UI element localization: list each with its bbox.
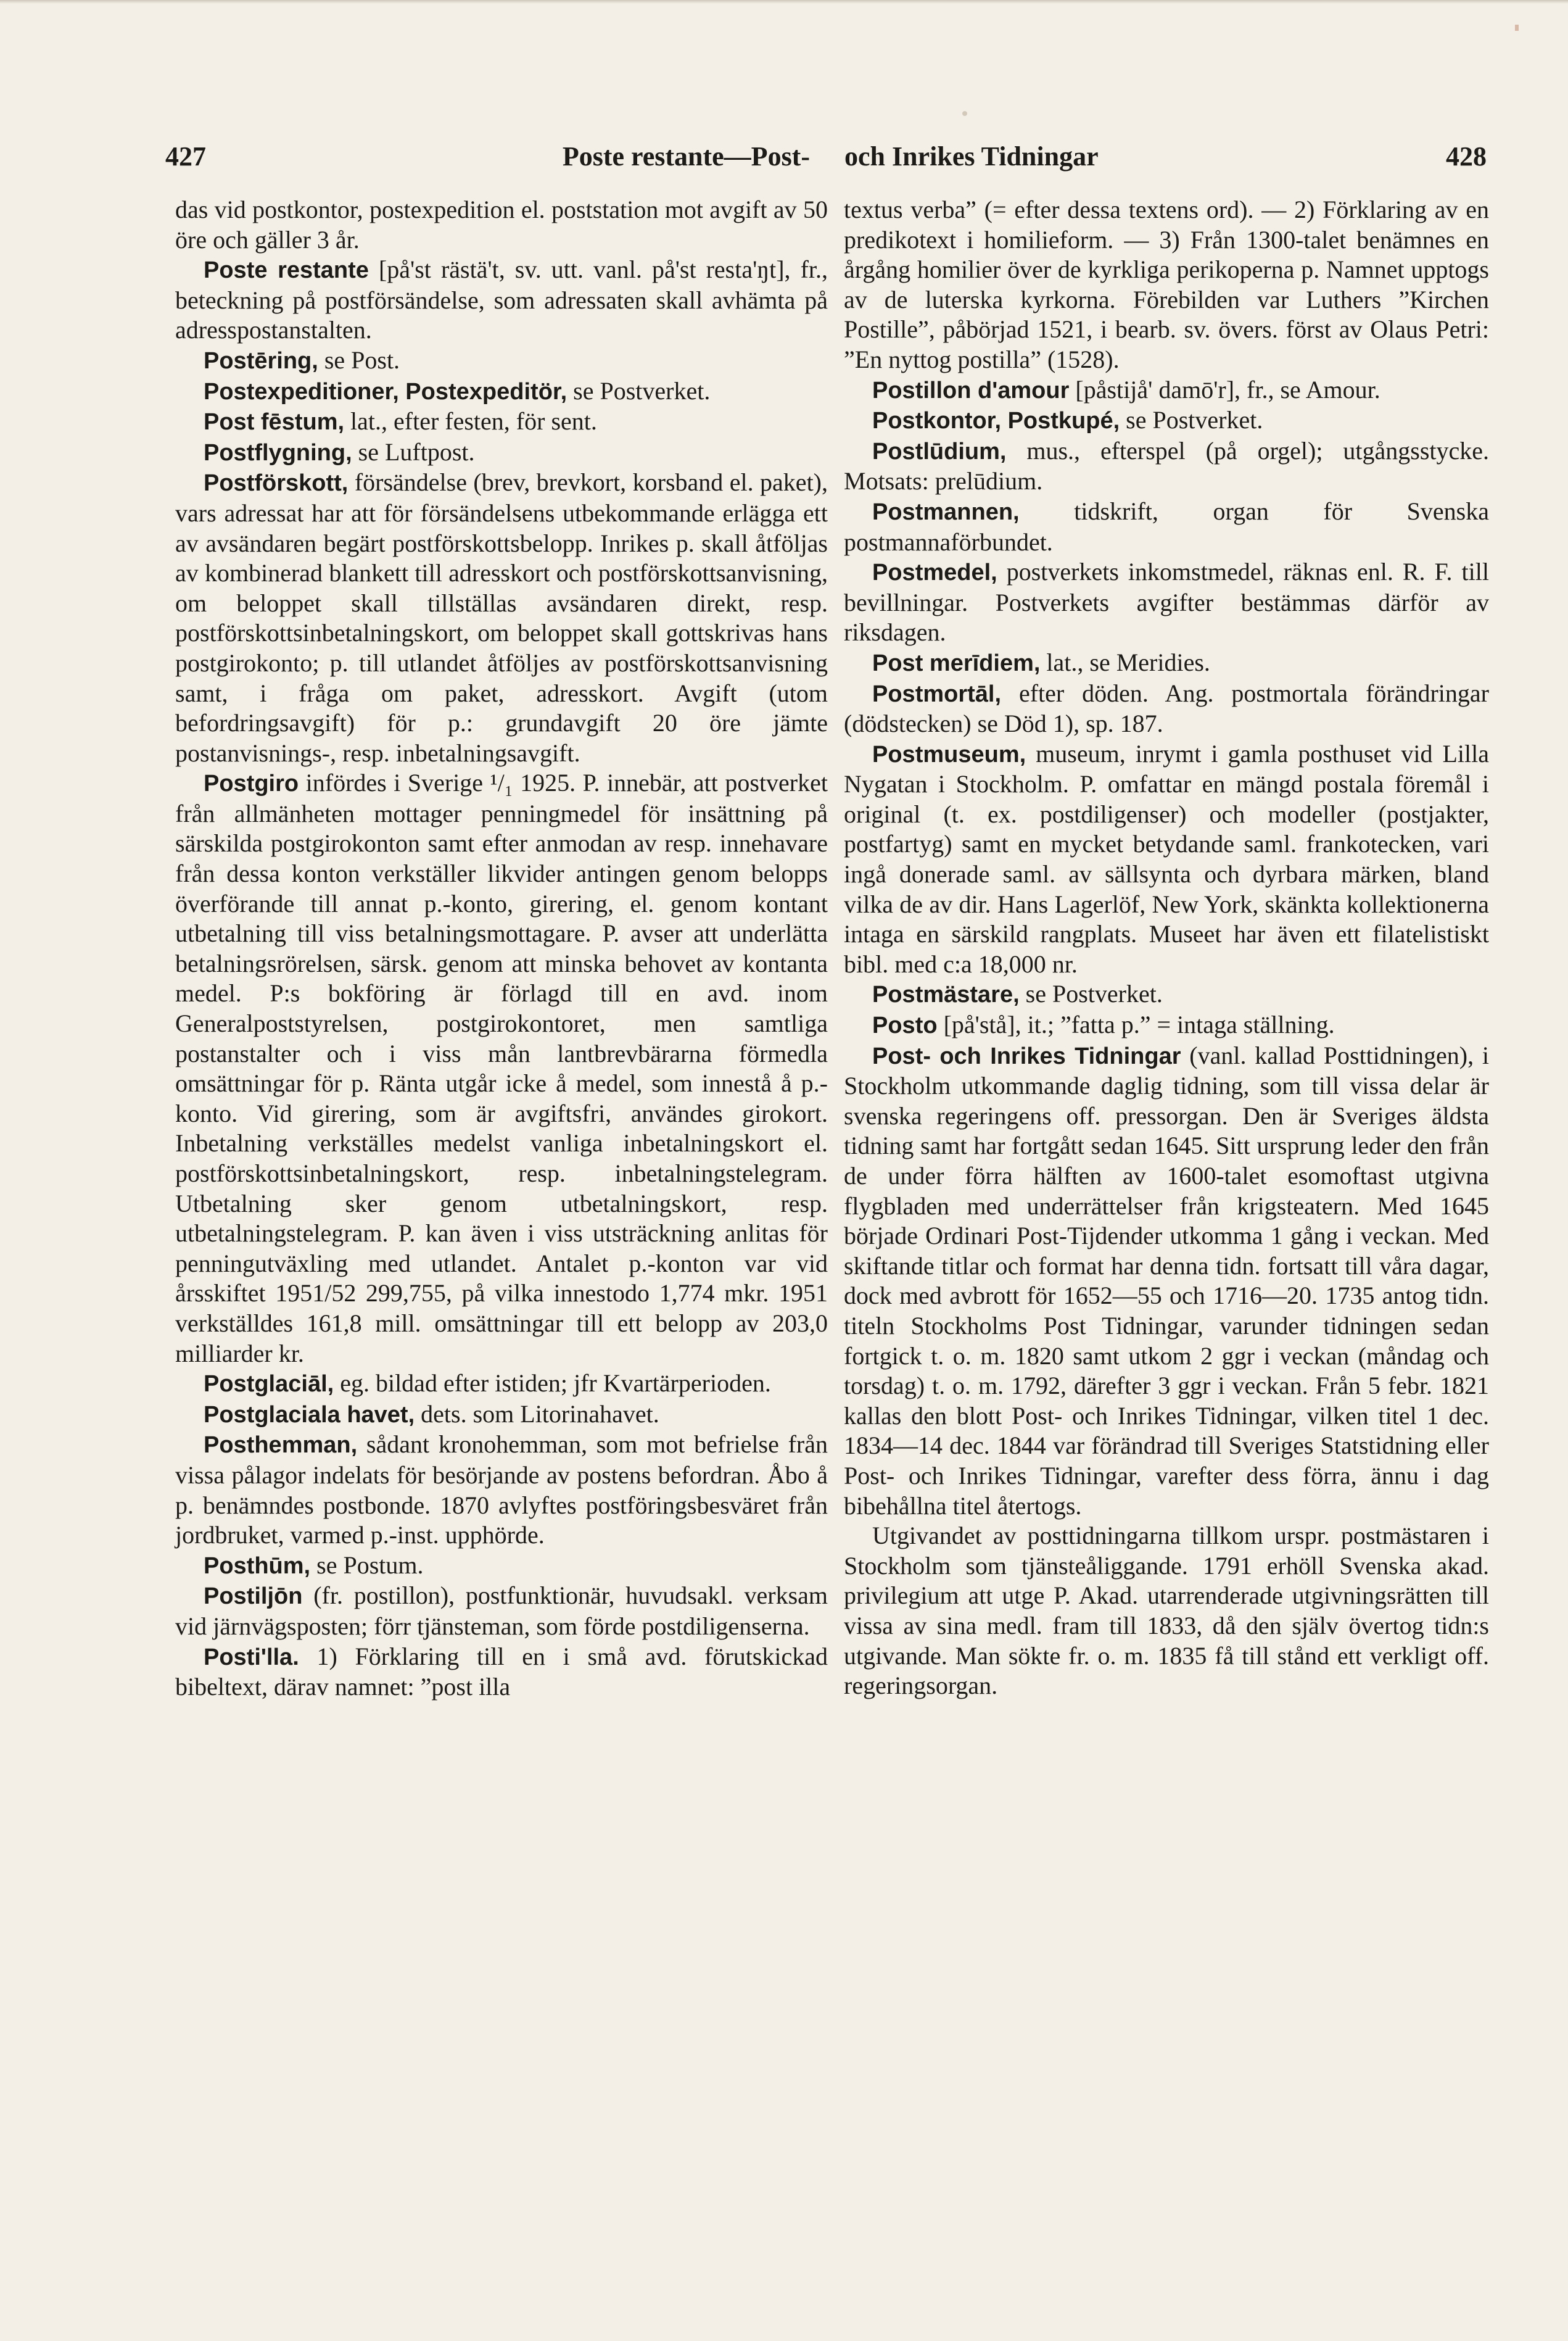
dictionary-entry (175, 437, 828, 468)
entry-text: se Postverket. (1019, 980, 1163, 1008)
dictionary-entry (175, 1551, 828, 1581)
entry-text: infördes i Sverige ¹/₁ 1925. P. innebär, att postverket från allmänheten mottager penningmedel för insättning på särskilda postgirokonton samt efter anmodan av resp. innehavare från dessa konton verkställer likvider antingen genom belopps överförande till annat p.-konto, girering, el. genom kontant utbetalning till viss betalningsmottagare. P. avser att underlätta betalningsrörelsen, särsk. genom att minska behovet av kontanta medel. P:s bokföring är förlagd till en avd. inom Generalpoststyrelsen, postgirokontoret, men samtliga postanstalter och i viss mån lantbrevbärarna förmedla omsättningar för p. Ränta utgår icke å medel, som innestå å p.-konto. Vid girering, som är avgiftsfri, användes girokort. Inbetalning verkställes medelst vanliga inbetalningskort el. postförskottsinbetalningskort, resp. inbetalningstelegram. Utbetalning sker genom utbetalningskort, resp. utbetalningstelegram. P. kan även i viss utsträckning anlitas för penningutväxling med utlandet. Antalet p.-konton var vid årsskiftet 1951/52 299,755, på vilka innestodo 1,774 mkr. 1951 verkställdes 161,8 mill. omsättningar till ett belopp av 203,0 milliarder kr. (175, 769, 828, 1367)
entry-text: [på'stå], it.; ”fatta p.” = intaga ställning. (937, 1011, 1335, 1039)
print-speck (962, 111, 967, 116)
dictionary-entry (844, 557, 1489, 648)
dictionary-entry (844, 375, 1489, 406)
dictionary-entry (844, 648, 1489, 679)
entry-text: tidskrift, organ för Svenska postmannaförbundet. (844, 497, 1489, 556)
entry-text: eg. bildad efter istiden; jfr Kvartärperioden. (334, 1369, 771, 1398)
right-column (844, 195, 1489, 1701)
entry-text: dets. som Litorinahavet. (415, 1399, 659, 1428)
entry-text: (vanl. kallad Posttidningen), i Stockholm utkommande daglig tidning, som till vissa delar är svenska regeringens off. pressorgan. Den är Sveriges äldsta tidning samt har fortgått sedan 1645. Sitt ursprung leder den från de under förra hälften av 1600-talet esomoftast utgivna flygbladen med underrättelser från krigsteatern. Med 1645 började Ordinari Post-Tijdender utkomma 1 gång i veckan. Med skiftande titlar och format har denna tidn. fortsatt till våra dagar, dock med avbrott för 1652—55 och 1716—20. 1735 antog tidn. titeln Stockholms Post Tidningar, varunder tidningen sedan fortgick t. o. m. 1820 samt utkom 2 ggr i veckan (måndag och torsdag) t. o. m. 1792, därefter 3 ggr i veckan. Från 5 febr. 1821 kallas den blott Post- och Inrikes Tidningar, vilken titel 1 dec. 1834—14 dec. 1844 var förändrad till Sveriges Statstidning eller Post- och Inrikes Tidningar, varefter dess förra, ännu i dag bibehållna titel återtogs. (844, 1041, 1489, 1520)
page-number-right: 428 (1446, 141, 1487, 172)
entry-text: se Postum. (310, 1551, 424, 1579)
entry-headword: Postmedel, (872, 560, 997, 586)
entry-text: lat., se Meridies. (1040, 648, 1210, 676)
dictionary-entry (175, 468, 828, 768)
entry-headword: Postglaciala havet, (204, 1401, 415, 1428)
entry-headword: Poste restante (204, 257, 369, 284)
dictionary-entry (844, 1521, 1489, 1701)
entry-headword: Postgiro (204, 771, 299, 797)
header-title-right: och Inrikes Tidningar (844, 141, 1099, 172)
entry-headword: Postexpeditioner, Postexpeditör, (204, 378, 567, 405)
dictionary-entry (844, 405, 1489, 436)
entry-text: se Post. (318, 346, 400, 374)
entry-headword: Postglaciāl, (204, 1371, 334, 1398)
entry-text: lat., efter festen, för sent. (344, 407, 597, 436)
dictionary-entry (844, 739, 1489, 980)
entry-headword: Post fēstum, (204, 409, 345, 436)
entry-text: museum, inrymt i gamla posthuset vid Lilla Nygatan i Stockholm. P. omfattar en mängd postala föremål i original (t. ex. postdiligenser) och modeller (postjakter, postfartyg) samt en mycket betydande saml. frankotecken, vari ingå donerade saml. av sällsynta och dyrbara märken, bland vilka de av dir. Hans Lagerlöf, New York, skänkta kollektionerna intaga en särskild rangplats. Museet har även ett filatelistiskt bibl. med c:a 18,000 nr. (844, 739, 1489, 978)
dictionary-entry (844, 497, 1489, 557)
left-column (175, 195, 828, 1702)
entry-text: [på'st rästä't, sv. utt. vanl. på'st resta'ŋt], fr., beteckning på postförsändelse, som adressaten skall avhämta på adresspostanstalten. (175, 255, 828, 344)
dictionary-entry (175, 1430, 828, 1550)
top-edge (0, 0, 1568, 4)
dictionary-entry (175, 768, 828, 1369)
running-header (165, 141, 1487, 180)
entry-text: efter döden. Ang. postmortala förändringar (dödstecken) se Död 1), sp. 187. (844, 679, 1489, 738)
dictionary-entry (175, 1399, 828, 1430)
entry-headword: Postförskott, (204, 470, 349, 497)
entry-headword: Posthemman, (204, 1432, 358, 1459)
entry-text: textus verba” (= efter dessa textens ord). — 2) Förklaring av en predikotext i homilieform. — 3) Från 1300-talet benämnes en årgång homilier över de kyrkliga perikoperna p. Namnet upptogs av de luterska kyrkorna. Förebilden var Luthers ”Kirchen Postille”, påbörjad 1521, i bearb. sv. övers. först av Olaus Petri: ”En nyttog postilla” (1528). (844, 196, 1489, 373)
dictionary-entry (844, 436, 1489, 497)
entry-text: se Postverket. (567, 376, 711, 405)
entry-text: (fr. postillon), postfunktionär, huvudsakl. verksam vid järnvägsposten; förr tjänsteman, som förde postdiligenserna. (175, 1581, 828, 1640)
dictionary-entry (175, 376, 828, 407)
entry-text: se Luftpost. (352, 437, 475, 466)
entry-headword: Postillon d'amour (872, 377, 1070, 404)
dictionary-entry (175, 1581, 828, 1641)
corner-mark (1515, 25, 1519, 31)
entry-headword: Postmuseum, (872, 741, 1026, 768)
entry-headword: Postkontor, Postkupé, (872, 408, 1120, 434)
entry-headword: Posti'lla. (204, 1644, 299, 1670)
entry-text: das vid postkontor, postexpedition el. poststation mot avgift av 50 öre och gäller 3 år. (175, 196, 828, 254)
entry-text: 1) Förklaring till en i små avd. förutskickad bibeltext, därav namnet: ”post illa (175, 1642, 828, 1701)
entry-text: försändelse (brev, brevkort, korsband el. paket), vars adressat har att för försändelsens utbekommande erlägga ett av avsändaren begärt postförskottsbelopp. Inrikes p. skall åtföljas av kombinerad blankett till adresskort och postförskottsanvisning, om beloppet skall tillställas avsändaren direkt, resp. postförskottsinbetalningskort, om beloppet skall gottskrivas hans postgirokonto; p. till utlandet åtföljes av postförskottsanvisning samt, i fråga om paket, adresskort. Avgift (utom befordringsavgift) för p.: grundavgift 20 öre jämte postanvisnings-, resp. inbetalningsavgift. (175, 468, 828, 767)
entry-text: Utgivandet av posttidningarna tillkom urspr. postmästaren i Stockholm som tjänsteåliggande. 1791 erhöll Svenska akad. privilegium att utge P. Akad. utarrenderade utgivningsrätten till vissa av sina medl. fram till 1833, då den själv övertog tidn:s utgivande. Man sökte fr. o. m. 1835 få till stånd ett verkligt off. regeringsorgan. (844, 1522, 1489, 1700)
entry-headword: Postmannen, (872, 499, 1020, 525)
dictionary-entry (175, 255, 828, 346)
entry-text: [påstijå' damō'r], fr., se Amour. (1069, 375, 1380, 404)
entry-headword: Posthūm, (204, 1552, 311, 1579)
page-number-left: 427 (165, 141, 206, 172)
entry-headword: Postmortāl, (872, 681, 1002, 707)
dictionary-entry (175, 346, 828, 376)
header-title-left: Poste restante—Post- (562, 141, 810, 172)
entry-headword: Postmästare, (872, 982, 1020, 1008)
dictionary-entry (844, 195, 1489, 375)
dictionary-entry (844, 1010, 1489, 1041)
entry-headword: Post merīdiem, (872, 650, 1041, 676)
entry-headword: Postlūdium, (872, 438, 1007, 465)
entry-headword: Posto (872, 1013, 938, 1039)
dictionary-entry (844, 1041, 1489, 1522)
dictionary-entry (844, 979, 1489, 1010)
entry-text: mus., efterspel (på orgel); utgångsstycke. Motsats: prelūdium. (844, 436, 1489, 495)
entry-text: postverkets inkomstmedel, räknas enl. R. F. till bevillningar. Postverkets avgifter bestämmas därför av riksdagen. (844, 558, 1489, 647)
dictionary-entry (175, 1642, 828, 1702)
entry-headword: Post- och Inrikes Tidningar (872, 1043, 1181, 1069)
entry-headword: Postēring, (204, 347, 318, 374)
entry-text: sådant kronohemman, som mot befrielse från vissa pålagor indelats för besörjande av postens befordran. Åbo å p. benämndes postbonde. 1870 avlyftes postföringsbesväret från jordbruket, varmed p.-inst. upphörde. (175, 1430, 828, 1549)
entry-headword: Postiljōn (204, 1583, 303, 1610)
dictionary-entry (844, 679, 1489, 739)
dictionary-entry (175, 407, 828, 437)
dictionary-entry (175, 1369, 828, 1399)
entry-text: se Postverket. (1120, 406, 1263, 434)
entry-headword: Postflygning, (204, 439, 352, 466)
dictionary-entry (175, 195, 828, 255)
